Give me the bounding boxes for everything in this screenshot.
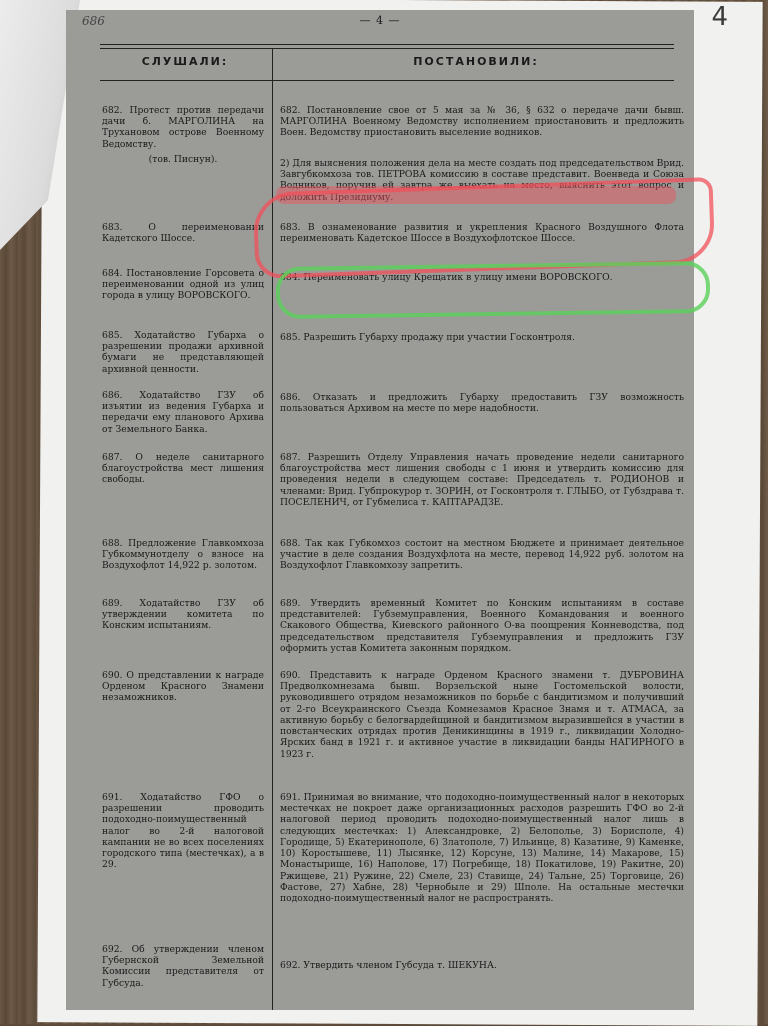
heard-item: 689. Ходатайство ГЗУ об утверждении комитета по Конским испытаниям. bbox=[102, 598, 264, 632]
document-page bbox=[66, 10, 694, 1010]
resolution-item: 2) Для выяснения положения дела на месте создать под председательством Врид. Завгубкомхоза тов. ПЕТРОВА комиссию в составе представит. Военведа и Союза Водников, поручив ей завтра же выехать на место, выяснить этот вопрос и доложить Президиуму. bbox=[280, 158, 684, 203]
column-header-resolved: ПОСТАНОВИЛИ: bbox=[413, 55, 539, 68]
heard-item: 690. О представлении к награде Орденом Красного Знамени незаможников. bbox=[102, 670, 264, 704]
resolution-item: 689. Утвердить временный Комитет по Конским испытаниям в составе представителей: Губземуправления, Военного Командования и военного Скакового Общества, Киевского районного О-ва поощрения Конневодства, под председательством представителя Губземуправления и предложить ГЗУ оформить устав Комитета законным порядком. bbox=[280, 598, 684, 654]
column-header-heard: СЛУШАЛИ: bbox=[141, 55, 229, 68]
header-rule bbox=[100, 48, 674, 49]
heard-item: 684. Постановление Горсовета о переименовании одной из улиц города в улицу ВОРОВСКОГО. bbox=[102, 268, 264, 302]
resolution-item: 687. Разрешить Отделу Управления начать проведение недели санитарного благоустройства мест лишения свободы с 1 июня и утвердить комиссию для проведения недели в следующем составе: Председатель т. РОДИОНОВ и членами: Врид. Губпрокурор т. ЗОРИН, от Госконтроля т. ГЛЫБО, от Губздрава т. ПОСЕЛЕНИЧ, от Губмелиса т. КАПТАРАДЗЕ. bbox=[280, 452, 684, 508]
heard-item-signature: (тов. Писнун). bbox=[148, 154, 218, 165]
resolution-item: 692. Утвердить членом Губсуда т. ШЕКУНА. bbox=[280, 960, 497, 971]
heard-item: 686. Ходатайство ГЗУ об изъятии из ведения Губарха и передачи ему планового Архива от Земельного Банка. bbox=[102, 390, 264, 435]
resolution-item: 685. Разрешить Губарху продажу при участии Госконтроля. bbox=[280, 332, 575, 343]
resolution-item: 683. В ознаменование развития и укрепления Красного Воздушного Флота переименовать Кадетское Шоссе в Воздухофлотское Шоссе. bbox=[280, 222, 684, 245]
resolution-item: 684. Переименовать улицу Крещатик в улицу имени ВОРОВСКОГО. bbox=[280, 272, 613, 283]
heard-item: 688. Предложение Главкомхоза Губкоммунотделу о взносе на Воздухофлот 14,922 р. золотом. bbox=[102, 538, 264, 572]
heard-item: 682. Протест против передачи дачи б. МАРГОЛИНА на Трухановом острове Военному Ведомству. bbox=[102, 105, 264, 150]
header-rule bbox=[100, 80, 674, 81]
heard-item: 691. Ходатайство ГФО о разрешении проводить подоходно-поимущественный налог во 2-й налоговой кампании не во всех поселениях городского типа (местечках), а в 29. bbox=[102, 792, 264, 871]
heard-item: 683. О переименовании Кадетского Шоссе. bbox=[102, 222, 264, 245]
archive-stamp: 686 bbox=[82, 14, 105, 28]
handwritten-page-number: 4 bbox=[711, 2, 728, 32]
heard-item: 692. Об утверждении членом Губернской Земельной Комиссии представителя от Губсуда. bbox=[102, 944, 264, 989]
resolution-item: 691. Принимая во внимание, что подоходно-поимущественный налог в некоторых местечках не покроет даже организационных расходов разрешить ГФО во 2-й налоговой период проводить подоходно-поимущественный налог лишь в следующих местечках: 1) Александровке, 2) Белополье, 3) Борисполе, 4) Городище, 5) Екатеринополе, 6) Златополе, 7) Ильинце, 8) Казатине, 9) Каменке, 10) Коростышеве, 11) Лысянке, 12) Корсуне, 13) Малине, 14) Макарове, 15) Монастырище, 16) Наполове, 17) Погребище, 18) Покатилове, 19) Ракитне, 20) Ржищеве, 21) Ружине, 22) Смеле, 23) Ставище, 24) Тальне, 25) Торговице, 26) Фастове, 27) Хабне, 28) Чернобыле и 29) Шполе. На остальные местечки подоходно-поимущественный налог не распространять. bbox=[280, 792, 684, 904]
resolution-item: 682. Постановление свое от 5 мая за № 36, § 632 о передаче дачи бывш. МАРГОЛИНА Военному Ведомству исполнением приостановить и предложить Воен. Ведомству приостановить выселение водников. bbox=[280, 105, 684, 139]
resolution-item: 690. Представить к награде Орденом Красного знамени т. ДУБРОВИНА Предволкомнезама бывш. Ворзельской ныне Гостомельской волости, руководившего отрядом незаможников по борьбе с бандитизмом и получивший от 2-го Всеукраинского Съезда Комнезамов Красное Знамя и т. АТМАСА, за активную борьбу с белогвардейщиной и бандитизмом выразившейся в участии в повстанческих отрядах против Деникинщины в 1919 г., ликвидации Холодно-Ярских банд в 1921 г. и активное участие в ликвидации банды НАГИРНОГО в 1923 г. bbox=[280, 670, 684, 760]
column-divider bbox=[272, 48, 273, 1010]
resolution-item: 686. Отказать и предложить Губарху предоставить ГЗУ возможность пользоваться Архивом на месте по мере надобности. bbox=[280, 392, 684, 415]
heard-item: 687. О неделе санитарного благоустройства мест лишения свободы. bbox=[102, 452, 264, 486]
header-rule bbox=[100, 44, 674, 45]
green-marker-circle bbox=[276, 261, 711, 319]
resolution-item: 688. Так как Губкомхоз состоит на местном Бюджете и принимает деятельное участие в деле создания Воздухфлота на месте, перевод 14,922 руб. золотом на Воздухофлот Главкомхозу запретить. bbox=[280, 538, 684, 572]
page-number: — 4 — bbox=[359, 14, 401, 27]
heard-item: 685. Ходатайство Губарха о разрешении продажи архивной бумаги не представляющей архивной ценности. bbox=[102, 330, 264, 375]
